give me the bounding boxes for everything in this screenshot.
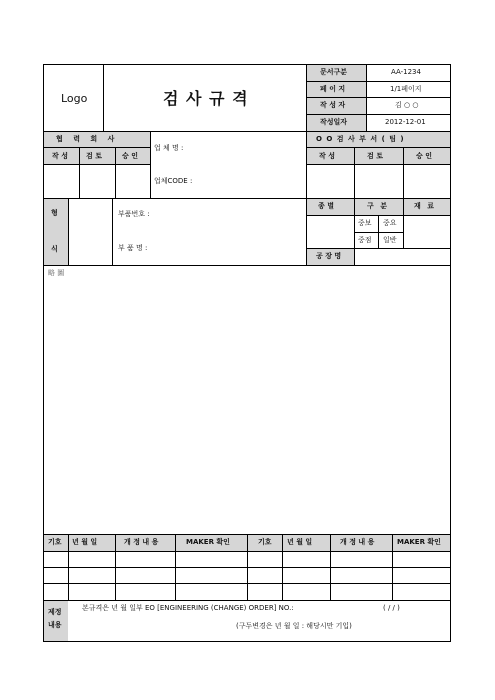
- grade-main: 중보: [358, 219, 372, 227]
- divider: [79, 147, 80, 198]
- divider: [68, 534, 69, 600]
- company-name-label: 업 체 명 :: [154, 144, 184, 152]
- dept-col-approve: 승 인: [416, 152, 432, 160]
- partner-col-review: 검 토: [86, 152, 102, 160]
- doc-class-label: 문서구분: [320, 68, 348, 76]
- footer-label-2: 내용: [48, 621, 62, 629]
- divider: [68, 198, 69, 265]
- footer-line-2: (구두변경은 년 월 일 : 해당시만 기입): [236, 622, 352, 630]
- dept-col-review: 검 토: [367, 152, 383, 160]
- grade-focus: 중점: [358, 236, 372, 244]
- divider: [403, 147, 404, 198]
- divider: [115, 147, 116, 198]
- divider: [306, 198, 307, 265]
- divider: [282, 534, 283, 600]
- author-value: 김 ○ ○: [395, 101, 419, 109]
- part-name-label: 부 품 명 :: [118, 244, 148, 252]
- rev-header-date-2: 년 월 일: [287, 538, 313, 546]
- logo: Logo: [61, 92, 88, 105]
- rev-header-maker-2: MAKER 확인: [397, 538, 441, 546]
- divider: [150, 131, 151, 198]
- document-title: 검 사 규 격: [163, 89, 249, 108]
- class-header-kind: 종 별: [318, 202, 334, 210]
- partner-col-write: 작 성: [52, 152, 68, 160]
- author-label: 작 성 자: [320, 101, 346, 109]
- divider: [175, 534, 176, 600]
- divider: [43, 265, 451, 266]
- dept-title: O O 검 사 부 서 ( 팀 ): [316, 135, 405, 143]
- doc-class-value: AA-1234: [391, 68, 421, 76]
- divider: [354, 147, 355, 198]
- divider: [306, 164, 451, 165]
- divider: [43, 600, 451, 601]
- rev-header-content-2: 개 정 내 용: [340, 538, 375, 546]
- rev-header-code-2: 기호: [258, 538, 272, 546]
- rev-header-code: 기호: [48, 538, 62, 546]
- divider: [378, 215, 379, 248]
- rev-header-date: 년 월 일: [72, 538, 98, 546]
- divider: [112, 198, 113, 265]
- company-code-label: 업체CODE :: [154, 177, 193, 185]
- divider: [43, 164, 150, 165]
- divider: [247, 534, 248, 600]
- divider: [306, 248, 451, 249]
- divider: [306, 147, 451, 148]
- footer-line-1-date: ( / / ): [383, 604, 400, 612]
- grade-important: 중요: [383, 219, 397, 227]
- grade-normal: 일반: [383, 236, 397, 244]
- drawing-label: 略 圖: [48, 269, 65, 277]
- class-header-div: 구 분: [367, 202, 389, 210]
- divider: [403, 198, 404, 248]
- class-header-material: 재 료: [414, 202, 436, 210]
- page-value: 1/1페이지: [390, 85, 422, 93]
- part-no-label: 부품번호 :: [118, 210, 150, 218]
- divider: [392, 534, 393, 600]
- footer-label-1: 제정: [48, 608, 62, 616]
- type-label-bottom: 식: [51, 245, 58, 253]
- divider: [103, 64, 104, 131]
- page-label: 페 이 지: [320, 85, 346, 93]
- date-label: 작성일자: [320, 118, 348, 126]
- factory-label: 공 장 명: [316, 252, 342, 260]
- dept-col-write: 작 성: [319, 152, 335, 160]
- divider: [43, 147, 150, 148]
- footer-line-1: 본규격은 년 월 일부 EO [ENGINEERING (CHANGE) ORDER] NO.:: [82, 604, 294, 612]
- rev-header-maker: MAKER 확인: [186, 538, 230, 546]
- divider: [330, 534, 331, 600]
- divider: [115, 534, 116, 600]
- rev-header-content: 개 정 내 용: [124, 538, 159, 546]
- partner-title: 협 력 회 사: [56, 135, 119, 143]
- divider: [354, 198, 355, 265]
- type-label-top: 형: [51, 209, 58, 217]
- date-value: 2012-12-01: [385, 118, 426, 126]
- partner-col-approve: 승 인: [122, 152, 138, 160]
